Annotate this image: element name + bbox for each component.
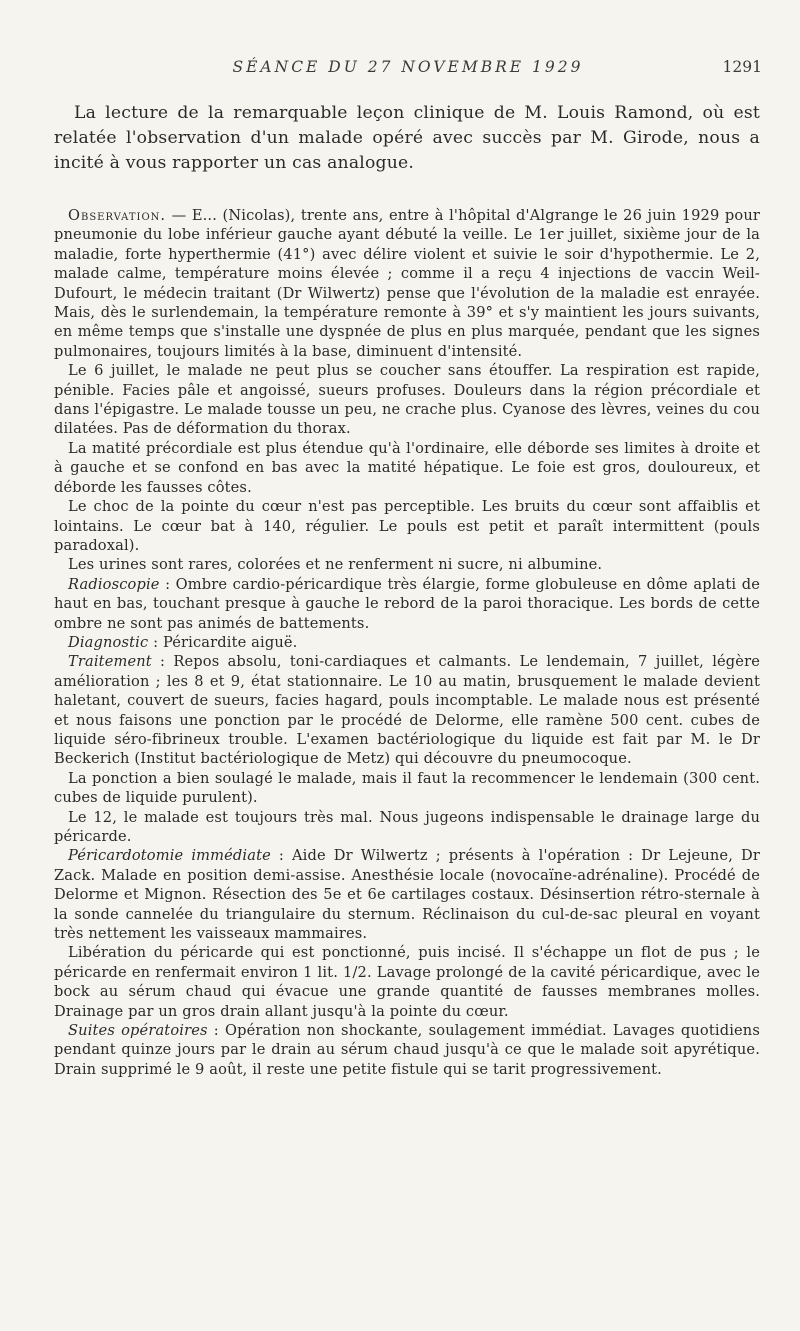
paragraph: Les urines sont rares, colorées et ne renferment ni sucre, ni albumine. (68, 556, 603, 574)
section-text: : Ombre cardio-péricardique très élargie, forme globuleuse en dôme aplati de haut en bas, touchant presque à gauche le rebord de la paroi thoracique. Les bords de cette ombre ne sont pas animés de battements. (54, 575, 760, 632)
section-text: : Aide Dr Wilwertz ; présents à l'opération : Dr Lejeune, Dr Zack. Malade en position demi-assise. Anesthésie locale (novocaïne-adrénaline). Procédé de Delorme et Mignon. Résection des 5e et 6e cartilages costaux. Désinsertion rétro-sternale à la sonde cannelée du triangulaire du sternum. Réclinaison du cul-de-sac pleural en voyant très nettement les vaisseaux mammaires. (54, 847, 760, 943)
intro-paragraph (54, 101, 760, 176)
page-number: 1291 (722, 58, 762, 76)
diagnostic-paragraph (54, 633, 760, 652)
section-text: : Repos absolu, toni-cardiaques et calmants. Le lendemain, 7 juillet, légère amélioration ; les 8 et 9, état stationnaire. Le 10 au matin, brusquement le malade devient haletant, couvert de sueurs, facies hagard, pouls incomptable. Le malade nous est présenté et nous faisons une ponction par le procédé de Delorme, elle ramène 500 cent. cubes de liquide séro-fibrineux trouble. L'examen bactériologique du liquide est fait par M. le Dr Beckerich (Institut bactériologique de Metz) qui découvre du pneumocoque. (54, 653, 760, 768)
paragraph: Libération du péricarde qui est ponctionné, puis incisé. Il s'échappe un flot de pus ; le péricarde en renfermait environ 1 lit. 1/2. Lavage prolongé de la cavité péricardique, avec le bock au sérum chaud qui évacue une grande quantité de fausses membranes molles. Drainage par un gros drain allant jusqu'à la pointe du cœur. (54, 944, 760, 1020)
paragraph: Le 12, le malade est toujours très mal. Nous jugeons indispensable le drainage large du péricarde. (54, 808, 760, 845)
running-head (54, 58, 762, 82)
running-title: SÉANCE DU 27 NOVEMBRE 1929 (232, 58, 584, 76)
section-text: : Péricardite aiguë. (148, 633, 298, 651)
section-lead: Diagnostic (68, 633, 149, 651)
observation-text: — E... (Nicolas), trente ans, entre à l'hôpital d'Algrange le 26 juin 1929 pour pneumonie du lobe inférieur gauche ayant débuté la veille. Le 1er juillet, sixième jour de la maladie, forte hyperthermie (41°) avec délire violent et suivie le soir d'hypothermie. Le 2, malade calme, température moins élevée ; comme il a reçu 4 injections de vaccin Weil-Dufourt, le médecin traitant (Dr Wilwertz) pense que l'évolution de la maladie est enrayée. Mais, dès le surlendemain, la température remonte à 39° et s'y maintient les jours suivants, en même temps que s'installe une dyspnée de plus en plus marquée, pendant que les signes pulmonaires, toujours limités à la base, diminuent d'intensité. (54, 207, 760, 360)
section-lead: Traitement (68, 653, 152, 671)
observation-body (54, 206, 760, 1079)
pericardotomie-paragraph (54, 846, 760, 943)
traitement-paragraph (54, 652, 760, 768)
section-lead: Radioscopie (68, 575, 160, 593)
section-text: : Opération non shockante, soulagement immédiat. Lavages quotidiens pendant quinze jours par le drain au sérum chaud jusqu'à ce que le malade soit apyrétique. Drain supprimé le 9 août, il reste une petite fistule qui se tarit progressivement. (54, 1022, 760, 1078)
paragraph: La matité précordiale est plus étendue qu'à l'ordinaire, elle déborde ses limites à droite et à gauche et se confond en bas avec la matité hépatique. Le foie est gros, douloureux, et déborde les fausses côtes. (54, 439, 760, 496)
paragraph: Le 6 juillet, le malade ne peut plus se coucher sans étouffer. La respiration est rapide, pénible. Facies pâle et angoissé, sueurs profuses. Douleurs dans la région précordiale et dans l'épigastre. Le malade tousse un peu, ne crache plus. Cyanose des lèvres, veines du cou dilatées. Pas de déformation du thorax. (54, 362, 760, 438)
observation-paragraph (54, 206, 760, 361)
intro-text: La lecture de la remarquable leçon clinique de M. Louis Ramond, où est relatée l'observation d'un malade opéré avec succès par M. Girode, nous a incité à vous rapporter un cas analogue. (54, 103, 760, 173)
suites-paragraph (54, 1021, 760, 1079)
paragraph: La ponction a bien soulagé le malade, mais il faut la recommencer le lendemain (300 cent. cubes de liquide purulent). (54, 769, 760, 807)
paragraph: Le choc de la pointe du cœur n'est pas perceptible. Les bruits du cœur sont affaiblis et lointains. Le cœur bat à 140, régulier. Le pouls est petit et paraît intermittent (pouls paradoxal). (54, 498, 760, 554)
observation-heading: Observation. (68, 207, 167, 224)
section-lead: Péricardotomie immédiate (68, 847, 271, 865)
radioscopie-paragraph (54, 575, 760, 633)
section-lead: Suites opératoires (68, 1022, 208, 1040)
